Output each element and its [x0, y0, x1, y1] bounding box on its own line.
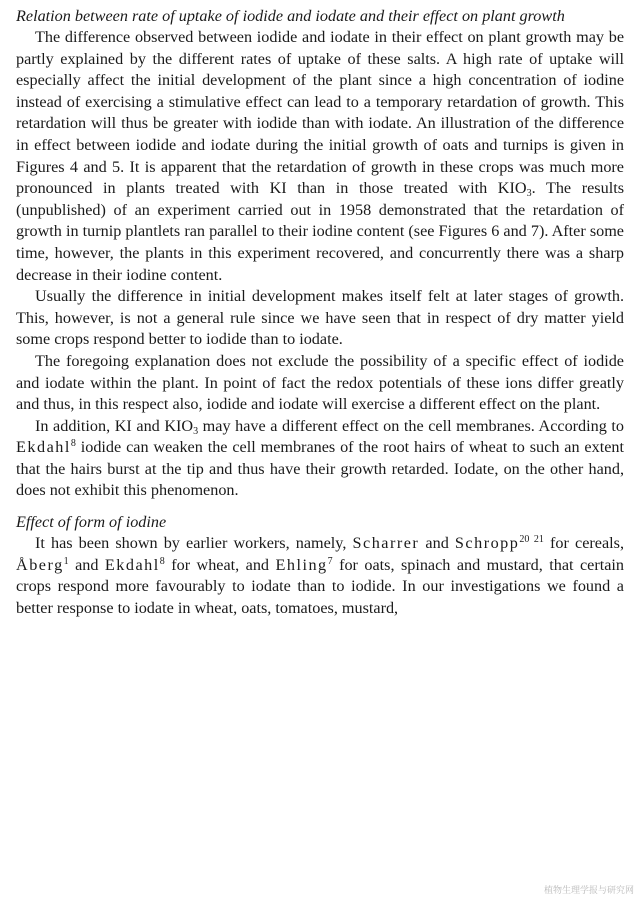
text-run: The difference observed between iodide and iodate in their effect on plant growth may be partly explained by the different rates of uptake of these salts. A high rate of uptake will especially affect the initial development of the plant since a high concentration of iodine instead of exercising a stimulative effect can lead to a temporary retardation of growth. This retardation will thus be greater with iodide than with iodate. An illustration of the difference in effect between iodide and iodate during the initial growth of oats and turnips is given in Figures 4 and 5. It is apparent that the retardation of growth in these crops was much more pronounced in plants treated with KI than in those treated with KIO: [16, 28, 624, 198]
paragraph-cell-membranes: [16, 416, 624, 502]
author-name: Åberg: [16, 555, 64, 574]
paragraph-uptake-explanation: [16, 27, 624, 286]
text-run: iodide can weaken the cell membranes of the root hairs of wheat to such an extent that the hairs burst at the tip and thus have their growth retarded. Iodate, on the other hand, does not exhibit this phenomenon.: [16, 438, 624, 500]
reference-number: 7: [327, 555, 333, 567]
section-heading-form-of-iodine: Effect of form of iodine: [16, 513, 167, 532]
text-run: for cereals,: [543, 534, 624, 553]
author-name: Schropp: [454, 534, 520, 553]
author-name: Ekdahl: [16, 438, 71, 457]
text-run: In addition, KI and KIO: [35, 416, 194, 435]
paragraph-initial-development: Usually the difference in initial development makes itself felt at later stages of growth. This, however, is not a general rule since we have seen that in respect of dry matter yield some crops respond better to iodide than to iodate.: [16, 287, 624, 349]
reference-number: 1: [63, 555, 69, 567]
watermark-text: 植物生理学报与研究网: [543, 886, 634, 896]
reference-number: 20 21: [519, 534, 544, 546]
subscript: 3: [526, 188, 532, 200]
reference-number: 8: [159, 555, 165, 567]
subscript: 3: [193, 425, 199, 437]
text-run: and: [68, 555, 105, 574]
section-heading-uptake: Relation between rate of uptake of iodide and iodate and their effect on plant growth: [16, 7, 565, 25]
text-run: and: [419, 534, 455, 553]
author-name: Ehling: [275, 555, 328, 574]
paragraph-earlier-workers: [16, 533, 624, 619]
text-run: for wheat, and: [164, 555, 276, 574]
author-name: Scharrer: [352, 534, 420, 553]
paragraph-redox-potentials: The foregoing explanation does not exclude the possibility of a specific effect of iodide and iodate within the plant. In point of fact the redox potentials of these ions differ greatly and thus, in this respect also, iodide and iodate will exercise a different effect on the plant.: [16, 351, 624, 414]
text-run: for oats, spinach and mustard, that certain crops respond more favourably to iodate than to iodide. In our investigations we found a better response to iodate in wheat, oats, tomatoes, mustard,: [16, 555, 624, 617]
text-run: . The results (unpublished) of an experiment carried out in 1958 demonstrated that the retardation of growth in turnip plantlets ran parallel to their iodine content (see Figures 6 and 7). After some time, however, the plants in this experiment recovered, and concurrently there was a sharp decrease in their iodine content.: [16, 179, 624, 284]
author-name: Ekdahl: [104, 555, 160, 574]
text-run: may have a different effect on the cell membranes. According to: [198, 416, 625, 435]
text-run: It has been shown by earlier workers, namely,: [35, 534, 353, 553]
reference-number: 8: [70, 438, 76, 450]
